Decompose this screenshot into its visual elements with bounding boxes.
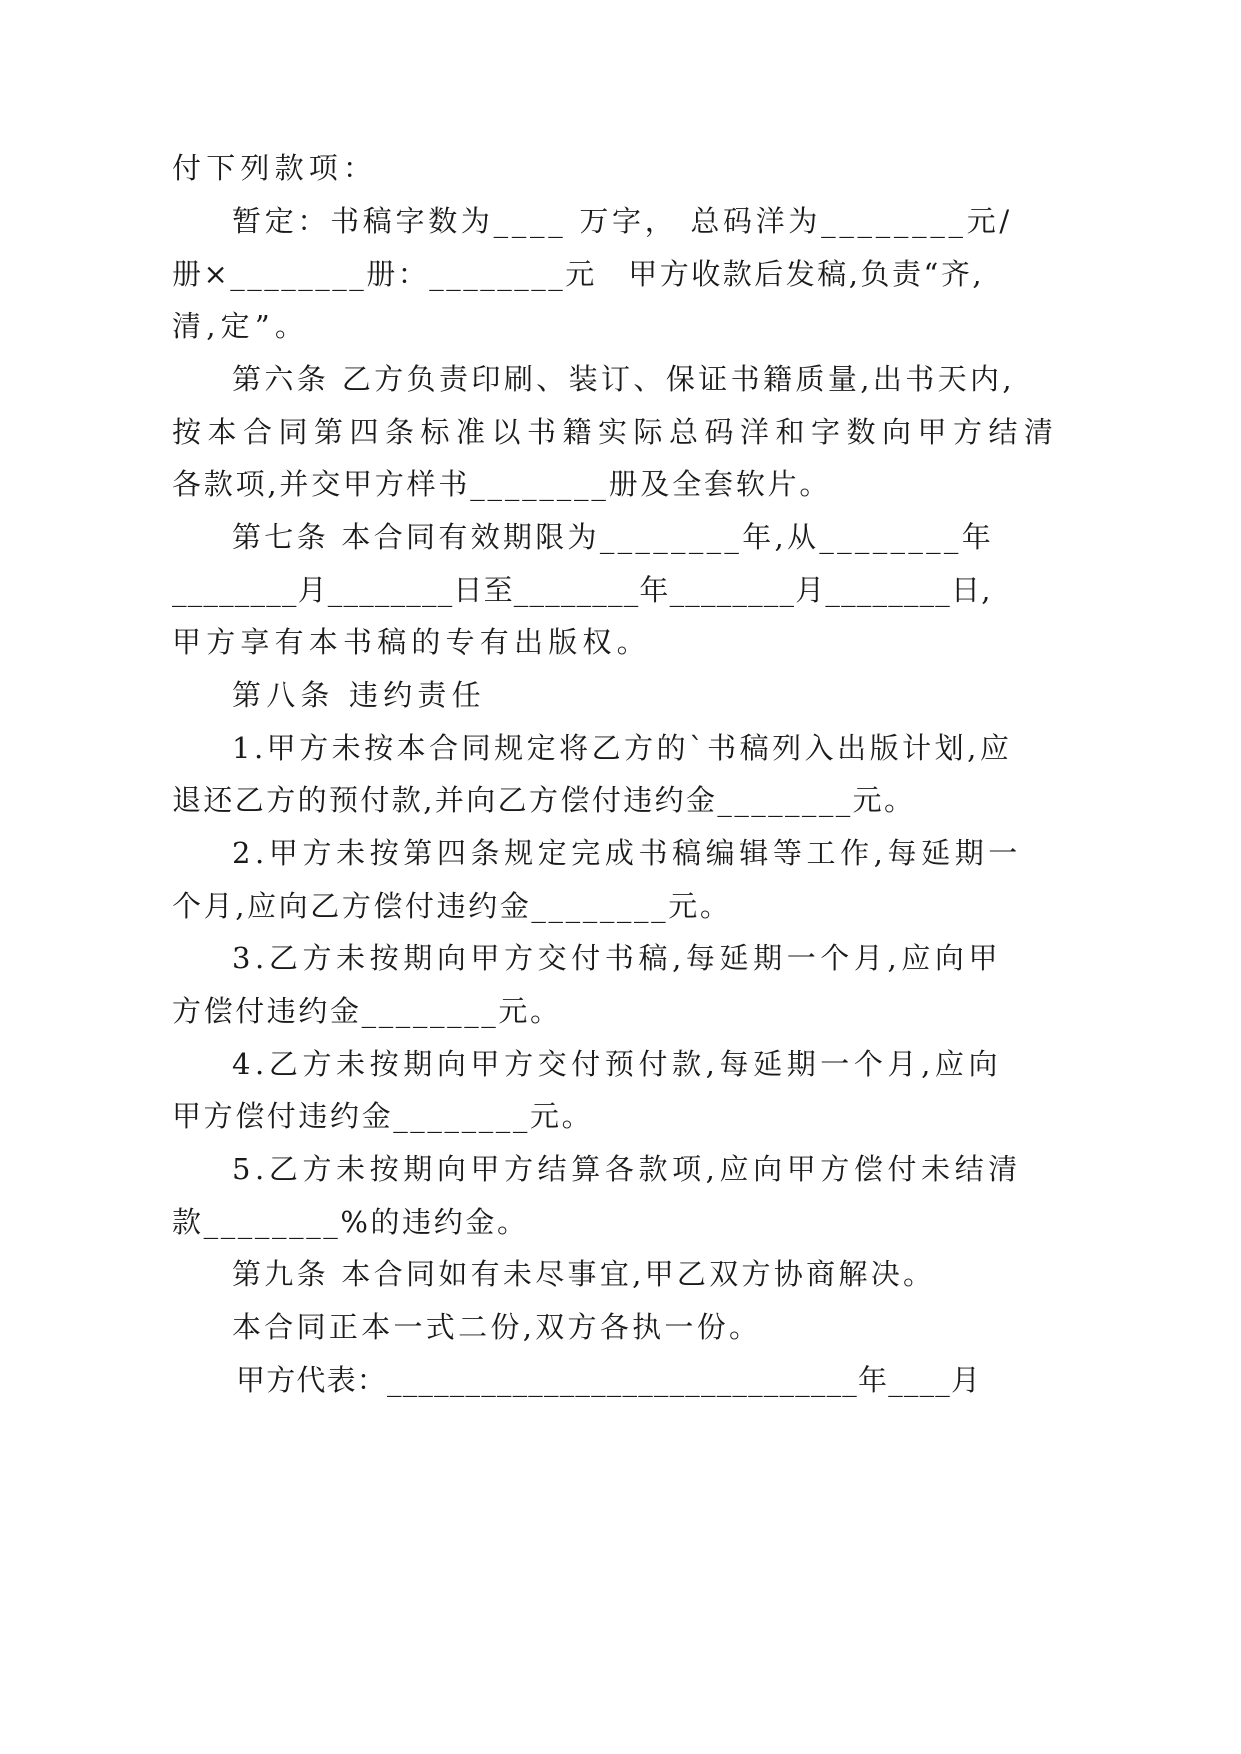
text-line: 各款项,并交甲方样书________册及全套软片。 xyxy=(172,467,832,501)
text-line: 4.乙方未按期向甲方交付预付款,每延期一个月,应向 xyxy=(232,1047,1003,1081)
text-line: 暂定：书稿字数为____ 万字， 总码洋为________元/ xyxy=(232,204,1013,238)
text-line: 甲方偿付违约金________元。 xyxy=(172,1099,594,1133)
section-heading: 第八条 违约责任 xyxy=(232,678,486,712)
text-line: 本合同正本一式二份,双方各执一份。 xyxy=(232,1310,762,1344)
text-line: 1.甲方未按本合同规定将乙方的`书稿列入出版计划,应 xyxy=(232,731,1013,765)
text-line: ________月________日至________年________月________日, xyxy=(172,573,992,607)
text-line: 清,定”。 xyxy=(172,309,310,343)
text-line: 按本合同第四条标准以书籍实际总码洋和字数向甲方结清 xyxy=(172,415,1060,449)
text-line: 个月,应向乙方偿付违约金________元。 xyxy=(172,889,732,923)
signature-line: 甲方代表：______________________________年____月 xyxy=(236,1363,982,1397)
text-line: 5.乙方未按期向甲方结算各款项,应向甲方偿付未结清 xyxy=(232,1152,1022,1186)
text-line: 款________%的违约金。 xyxy=(172,1205,529,1239)
text-line: 第六条 乙方负责印刷、装订、保证书籍质量,出书天内, xyxy=(232,362,1016,396)
text-line: 2.甲方未按第四条规定完成书稿编辑等工作,每延期一 xyxy=(232,836,1022,870)
text-line: 退还乙方的预付款,并向乙方偿付违约金________元。 xyxy=(172,783,916,817)
text-line: 甲方享有本书稿的专有出版权。 xyxy=(172,625,651,659)
text-line: 第九条 本合同如有未尽事宜,甲乙双方协商解决。 xyxy=(232,1257,936,1291)
text-line: 册×________册：________元 甲方收款后发稿,负责“齐, xyxy=(172,257,985,291)
text-line: 3.乙方未按期向甲方交付书稿,每延期一个月,应向甲 xyxy=(232,941,1003,975)
text-line: 付下列款项： xyxy=(172,151,378,185)
text-line: 第七条 本合同有效期限为________年,从________年 xyxy=(232,520,995,554)
text-line: 方偿付违约金________元。 xyxy=(172,994,562,1028)
